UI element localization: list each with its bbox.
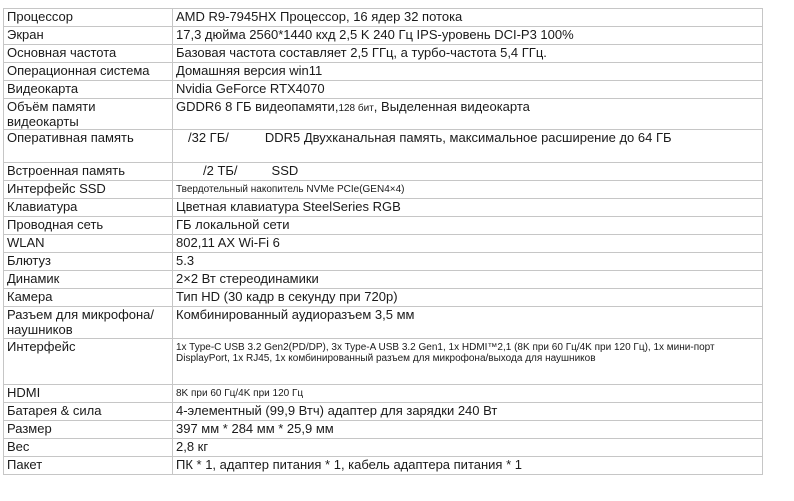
spec-value: Комбинированный аудиоразъем 3,5 мм — [173, 307, 763, 339]
spec-value — [173, 130, 763, 163]
spec-value — [173, 163, 763, 181]
table-row — [4, 9, 763, 27]
spec-label: HDMI — [4, 385, 173, 403]
spec-label: Вес — [4, 439, 173, 457]
spec-label: Размер — [4, 421, 173, 439]
spec-value-desc: DDR5 Двухканальная память, максимальное расширение до 64 ГБ — [264, 130, 672, 145]
table-row — [4, 271, 763, 289]
spec-value: 5.3 — [173, 253, 763, 271]
spec-value: Базовая частота составляет 2,5 ГГц, а турбо-частота 5,4 ГГц. — [173, 45, 763, 63]
spec-label: Объём памяти видеокарты — [4, 99, 173, 130]
spec-value: Твердотельный накопитель NVMe PCIe(GEN4×4) — [173, 181, 763, 199]
spec-label: Видеокарта — [4, 81, 173, 99]
spec-label: Пакет — [4, 457, 173, 475]
table-row — [4, 99, 763, 130]
spec-value: 802,11 AX Wi-Fi 6 — [173, 235, 763, 253]
table-row — [4, 217, 763, 235]
spec-label: Блютуз — [4, 253, 173, 271]
spec-value: ПК * 1, адаптер питания * 1, кабель адаптера питания * 1 — [173, 457, 763, 475]
spec-value-capacity: /2 ТБ/ — [203, 163, 238, 178]
spec-value: 2,8 кг — [173, 439, 763, 457]
spec-value: ГБ локальной сети — [173, 217, 763, 235]
spec-value: 2×2 Вт стереодинамики — [173, 271, 763, 289]
spec-value: AMD R9-7945HX Процессор, 16 ядер 32 потока — [173, 9, 763, 27]
spec-label: Интерфейс SSD — [4, 181, 173, 199]
spec-value-type: SSD — [271, 163, 299, 178]
table-row — [4, 421, 763, 439]
spec-value: Nvidia GeForce RTX4070 — [173, 81, 763, 99]
spec-label: Динамик — [4, 271, 173, 289]
spec-value: Цветная клавиатура SteelSeries RGB — [173, 199, 763, 217]
spec-label: Основная частота — [4, 45, 173, 63]
spec-value-small: 128 бит — [338, 103, 374, 114]
spec-value-main: GDDR6 8 ГБ видеопамяти, — [176, 99, 339, 114]
spec-value: 4-элементный (99,9 Втч) адаптер для зарядки 240 Вт — [173, 403, 763, 421]
table-row — [4, 81, 763, 99]
spec-label: Экран — [4, 27, 173, 45]
spec-value: 17,3 дюйма 2560*1440 кхд 2,5 K 240 Гц IPS-уровень DCI-P3 100% — [173, 27, 763, 45]
table-row — [4, 289, 763, 307]
spec-label: Проводная сеть — [4, 217, 173, 235]
specs-table — [3, 8, 763, 475]
table-row — [4, 439, 763, 457]
table-row — [4, 457, 763, 475]
spec-value — [173, 99, 763, 130]
table-row — [4, 307, 763, 339]
table-row — [4, 163, 763, 181]
spec-label: Разъем для микрофона/наушников — [4, 307, 173, 339]
spec-label: Камера — [4, 289, 173, 307]
spec-label: Интерфейс — [4, 339, 173, 385]
spec-value: 1x Type-C USB 3.2 Gen2(PD/DP), 3x Type-A USB 3.2 Gen1, 1x HDMI™2,1 (8K при 60 Гц/4K при 120 Гц), 1x мини-порт DisplayPort, 1x RJ45, 1x комбинированный разъем для микрофона/выхода для наушников — [173, 339, 763, 385]
table-row — [4, 199, 763, 217]
spec-value: Домашняя версия win11 — [173, 63, 763, 81]
spec-value-capacity: /32 ГБ/ — [188, 130, 229, 145]
table-row — [4, 63, 763, 81]
table-row — [4, 253, 763, 271]
table-row — [4, 403, 763, 421]
spec-label: Встроенная память — [4, 163, 173, 181]
table-row — [4, 130, 763, 163]
spec-value: Тип HD (30 кадр в секунду при 720p) — [173, 289, 763, 307]
table-row — [4, 27, 763, 45]
spec-label: Клавиатура — [4, 199, 173, 217]
table-row — [4, 235, 763, 253]
spec-value: 397 мм * 284 мм * 25,9 мм — [173, 421, 763, 439]
spec-label: Процессор — [4, 9, 173, 27]
table-row — [4, 181, 763, 199]
spec-value: 8K при 60 Гц/4K при 120 Гц — [173, 385, 763, 403]
spec-label: Операционная система — [4, 63, 173, 81]
spec-label: Батарея & сила — [4, 403, 173, 421]
table-row — [4, 45, 763, 63]
spec-value-tail: , Выделенная видеокарта — [373, 99, 530, 114]
spec-label: WLAN — [4, 235, 173, 253]
spec-label: Оперативная память — [4, 130, 173, 163]
table-row — [4, 339, 763, 385]
table-row — [4, 385, 763, 403]
